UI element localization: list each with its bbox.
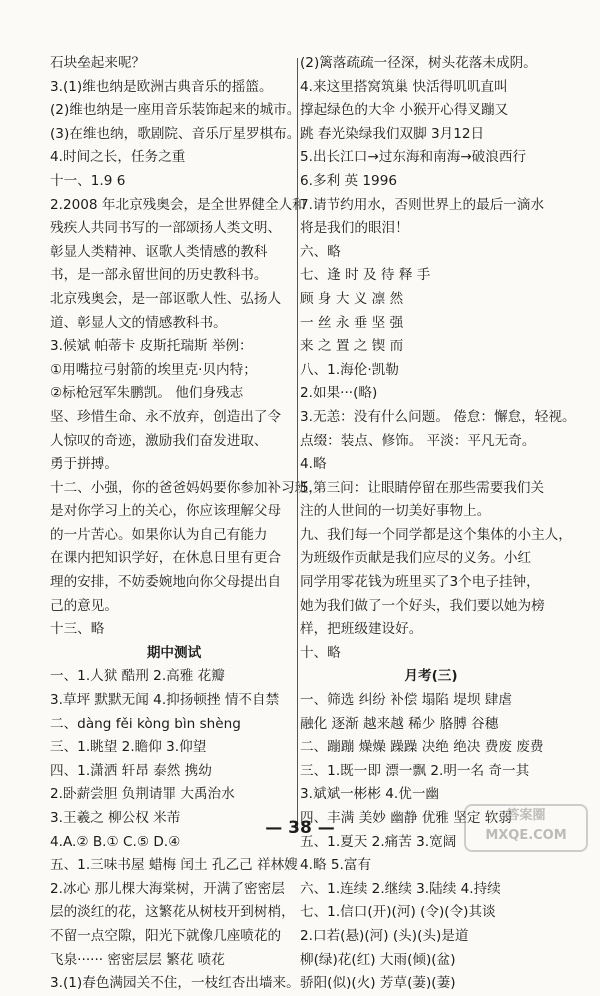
answer-line: 八、1.海伦·凯勒 <box>300 361 399 378</box>
answer-line: 勇于拼搏。 <box>50 456 118 473</box>
answer-line: 同学用零花钱为班里买了3个电子挂钟， <box>300 574 540 591</box>
answer-line: 2.口若(悬)(河) (头)(头)是道 <box>300 927 469 944</box>
answer-line: 2.冰心 那儿棵大海棠树，开满了密密层 <box>50 880 285 897</box>
answer-line: 一、1.人狱 酷刑 2.高雅 花瓣 <box>50 668 225 685</box>
answer-line: 2.2008 年北京残奥会，是全世界健全人和 <box>50 196 306 213</box>
answer-line: 跳 春光染绿我们双脚 3月12日 <box>300 125 485 142</box>
answer-line: 一 丝 永 垂 坚 强 <box>300 314 404 331</box>
answer-line: 顾 身 大 义 凛 然 <box>300 290 404 307</box>
answer-line: 五、1.夏天 2.痛苦 3.宽阔 <box>300 833 457 850</box>
page-number: — 38 — <box>265 818 335 838</box>
answer-line: 五、1.三味书屋 蜡梅 闰土 孔乙己 祥林嫂 <box>50 857 298 874</box>
answer-line: 十三、略 <box>50 621 105 638</box>
answer-line: 4.A.② B.① C.⑤ D.④ <box>50 833 181 850</box>
answer-line: 坚、珍惜生命、永不放弃，创造出了令 <box>50 408 282 425</box>
answer-line: 残疾人共同书写的一部颂扬人类文明、 <box>50 220 282 237</box>
answer-line: 一、筛选 纠纷 补偿 塌陷 堤坝 肆虐 <box>300 692 512 709</box>
answer-line: 4.时间之长，任务之重 <box>50 149 186 166</box>
answer-line: 不留一点空隙，阳光下就像几座喷花的 <box>50 927 282 944</box>
watermark-logo: 答案圈 MXQE.COM <box>464 804 588 852</box>
answer-line: 六、略 <box>300 243 341 260</box>
answer-line: 2.卧薪尝胆 负荆请罪 大禹治水 <box>50 786 235 803</box>
section-heading: 期中测试 <box>146 644 202 661</box>
answer-line: 撑起绿色的大伞 小猴开心得叉蹦又 <box>300 102 509 119</box>
answer-line: 己的意见。 <box>50 597 118 614</box>
answer-line: ②标枪冠军朱鹏凯。 他们身残志 <box>50 385 244 402</box>
answer-line: 层的淡红的花，这繁花从树枝开到树梢， <box>50 904 295 921</box>
answer-line: 彰显人类精神、讴歌人类情感的教科 <box>50 243 268 260</box>
answer-line: 是对你学习上的关心，你应该理解父母 <box>50 503 282 520</box>
answer-line: 3.斌斌一彬彬 4.优一幽 <box>300 786 440 803</box>
answer-line: 4.略 5.富有 <box>300 857 372 874</box>
answer-line: 样，把班级建设好。 <box>300 621 423 638</box>
answer-line: (2)篱落疏疏一径深，树头花落未成阴。 <box>300 55 537 71</box>
answer-line: 3.草坪 默默无闻 4.抑扬顿挫 情不自禁 <box>50 692 280 709</box>
answer-line: 道、彰显人文的情感教科书。 <box>50 314 227 331</box>
answer-line: 石块垒起来呢？ <box>50 55 146 71</box>
answer-line: 2.如果···(略) <box>300 385 378 402</box>
answer-line: 柳(绿)花(红) 大雨(倾)(盆) <box>300 951 456 968</box>
answer-line: 九、我们每一个同学都是这个集体的小主人， <box>300 526 572 543</box>
answer-line: 3.(1)春色满园关不住，一枝红杏出墙来。 <box>50 975 300 992</box>
answer-line: 十、略 <box>300 644 341 661</box>
answer-line: 5.第三问：让眼睛停留在那些需要我们关 <box>300 479 545 496</box>
answer-line: 将是我们的眼泪！ <box>300 220 409 237</box>
column-divider <box>297 58 298 828</box>
answer-line: 七、1.信口(开)(河) (令)(令)其谈 <box>300 904 496 921</box>
answer-line: 在课内把知识学好，在休息日里有更合 <box>50 550 282 567</box>
right-column <box>300 52 576 996</box>
answer-line: 四、1.潇洒 轩昂 泰然 携幼 <box>50 762 212 779</box>
section-heading: 月考(三) <box>404 668 458 685</box>
answer-line: 的一片苦心。如果你认为自己有能力 <box>50 526 268 543</box>
answer-line: 点缀：装点、修饰。 平淡：平凡无奇。 <box>300 432 536 449</box>
answer-line: 4.略 <box>300 456 327 473</box>
answer-line: 理的安排，不妨委婉地向你父母提出自 <box>50 574 282 591</box>
answer-line: 3.无恙：没有什么问题。 倦怠：懈怠，轻视。 <box>300 408 576 425</box>
answer-line: 6.多利 英 1996 <box>300 172 397 189</box>
answer-line: 飞泉······ 密密层层 繁花 喷花 <box>50 951 225 968</box>
answer-line: ①用嘴拉弓射箭的埃里克·贝内特； <box>50 361 257 378</box>
answer-line: 六、1.连续 2.继续 3.陆续 4.持续 <box>300 880 501 897</box>
answer-line: 二、蹦蹦 燥燥 躁躁 决绝 绝决 费废 废费 <box>300 739 544 756</box>
answer-line: 5.出长江口→过东海和南海→破浪西行 <box>300 149 527 166</box>
answer-line: 三、1.眺望 2.瞻仰 3.仰望 <box>50 739 207 756</box>
answer-line: 人惊叹的奇迹，激励我们奋发进取、 <box>50 432 268 449</box>
answer-line: 七、逢 时 及 待 释 手 <box>300 267 431 284</box>
answer-line: 融化 逐渐 越来越 稀少 胳膊 谷穗 <box>300 715 499 732</box>
answer-line: 3.王羲之 柳公权 米芾 <box>50 810 181 826</box>
answer-line: (3)在维也纳，歌剧院、音乐厅星罗棋布。 <box>50 125 301 142</box>
answer-line: 骄阳(似)(火) 芳草(萋)(萋) <box>300 975 456 992</box>
answer-line: 注的人世间的一切美好事物上。 <box>300 503 491 520</box>
answer-line: 北京残奥会，是一部讴歌人性、弘扬人 <box>50 290 282 307</box>
answer-line: 3.(1)维也纳是欧洲古典音乐的摇篮。 <box>50 78 273 95</box>
answer-line: 她为我们做了一个好头，我们要以她为榜 <box>300 597 545 614</box>
answer-line: (2)维也纳是一座用音乐装饰起来的城市。 <box>50 102 301 119</box>
answer-line: 书，是一部永留世间的历史教科书。 <box>50 267 268 284</box>
answer-line: 4.来这里搭窝筑巢 快活得叽叽直叫 <box>300 78 508 95</box>
answer-line: 为班级作贡献是我们应尽的义务。小红 <box>300 550 532 567</box>
answer-line: 二、dàng fěi kòng bìn shèng <box>50 715 241 732</box>
answer-line: 四、丰满 美妙 幽静 优雅 坚定 软弱 <box>300 810 512 826</box>
answer-line: 三、1.既一即 漂一飘 2.明一名 奇一其 <box>300 762 530 779</box>
answer-line: 十一、1.9 6 <box>50 172 126 189</box>
answer-line: 十二、小强，你的爸爸妈妈要你参加补习班， <box>50 479 322 496</box>
answer-line: 来 之 置 之 锲 而 <box>300 338 404 355</box>
answer-line: 3.候斌 帕蒂卡 皮斯托瑞斯 举例： <box>50 338 253 355</box>
answer-line: 7.请节约用水，否则世界上的最后一滴水 <box>300 196 545 213</box>
